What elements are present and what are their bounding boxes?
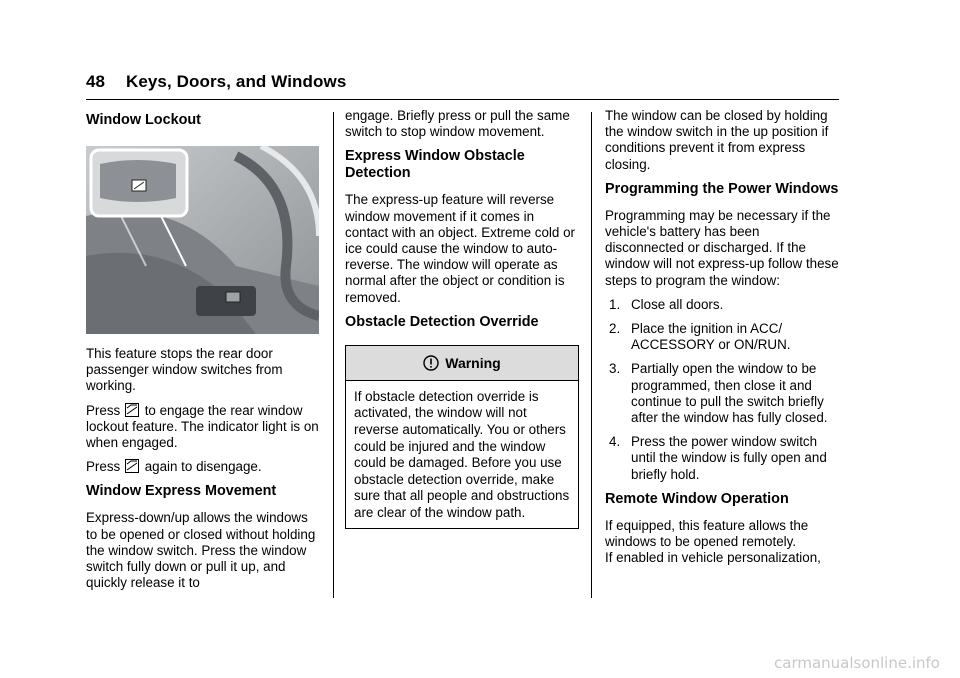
door-panel-image	[86, 146, 319, 334]
column-divider-2	[591, 112, 592, 598]
lockout-description: This feature stops the rear door passenger window switches from working.	[86, 346, 283, 394]
heading-remote-window: Remote Window Operation	[605, 490, 789, 507]
list-item	[609, 361, 841, 426]
step-number: 4.	[609, 434, 621, 450]
heading-programming: Programming the Power Windows	[605, 180, 839, 197]
heading-window-lockout: Window Lockout	[86, 112, 201, 128]
remote-description: If equipped, this feature allows the windows to be opened remotely.	[605, 517, 809, 550]
step-text: Partially open the window to be programmed, then close it and continue to pull the switch briefly after the window has fully closed.	[631, 361, 828, 426]
remote-personalization: If enabled in vehicle personalization,	[605, 550, 821, 566]
engage-text: to engage the rear window lockout feature. The indicator light is on when engaged.	[86, 402, 319, 451]
column-1	[86, 108, 320, 599]
express-closing-text: The window can be closed by holding the window switch in the up position if conditions prevent it from express closing.	[605, 108, 829, 172]
warning-text: If obstacle detection override is activated, the window will not reverse automatically. You or others could be injured and the window could be damaged. Before you use obstacle detection override, make sure that all people and obstructions are clear of the window path.	[354, 388, 570, 520]
column-divider-1	[333, 112, 334, 598]
watermark: carmanualsonline.info	[774, 654, 940, 672]
door-switch-illustration	[86, 146, 319, 334]
warning-box	[345, 345, 579, 529]
warning-icon	[423, 355, 439, 371]
step-text: Press the power window switch until the window is fully open and briefly hold.	[631, 434, 827, 482]
press-label-2: Press	[86, 459, 121, 475]
section-title: Keys, Doors, and Windows	[125, 72, 347, 91]
programming-steps	[605, 297, 841, 483]
page-header	[86, 72, 346, 92]
column-2	[345, 108, 579, 529]
step-text: Close all doors.	[631, 296, 724, 312]
warning-title: Warning	[445, 354, 501, 371]
express-continued: engage. Briefly press or pull the same switch to stop window movement.	[345, 108, 570, 140]
heading-override: Obstacle Detection Override	[345, 313, 539, 330]
lockout-press-engage	[86, 403, 320, 452]
step-text: Place the ignition in ACC/ ACCESSORY or ON/RUN.	[631, 321, 791, 353]
warning-header	[346, 346, 578, 381]
list-item	[609, 321, 841, 353]
header-rule	[86, 99, 839, 100]
express-description: Express-down/up allows the windows to be opened or closed without holding the window switch. Press the window switch fully down or pull it up, and quickly release it to	[86, 510, 316, 591]
step-number: 1.	[609, 296, 621, 312]
page-number: 48	[86, 72, 106, 91]
press-label-1: Press	[86, 402, 121, 418]
obstacle-description: The express-up feature will reverse window movement if it comes in contact with an object. Extreme cold or ice could cause the window to auto-reverse. The window will operate as normal after the object or condition is removed.	[345, 192, 575, 305]
window-lockout-icon	[125, 403, 139, 417]
step-number: 3.	[609, 361, 621, 377]
step-number: 2.	[609, 321, 621, 337]
heading-obstacle-detection: Express Window Obstacle Detection	[345, 148, 525, 182]
list-item	[609, 434, 841, 483]
window-lockout-icon	[125, 459, 139, 473]
column-3	[605, 108, 841, 574]
heading-window-express: Window Express Movement	[86, 483, 277, 500]
list-item	[609, 297, 841, 313]
disengage-text: again to disengage.	[144, 459, 262, 475]
programming-description: Programming may be necessary if the vehicle's battery has been disconnected or discharged. If the window will not express-up follow these steps to program the window:	[605, 207, 839, 288]
lockout-press-disengage	[86, 459, 320, 475]
